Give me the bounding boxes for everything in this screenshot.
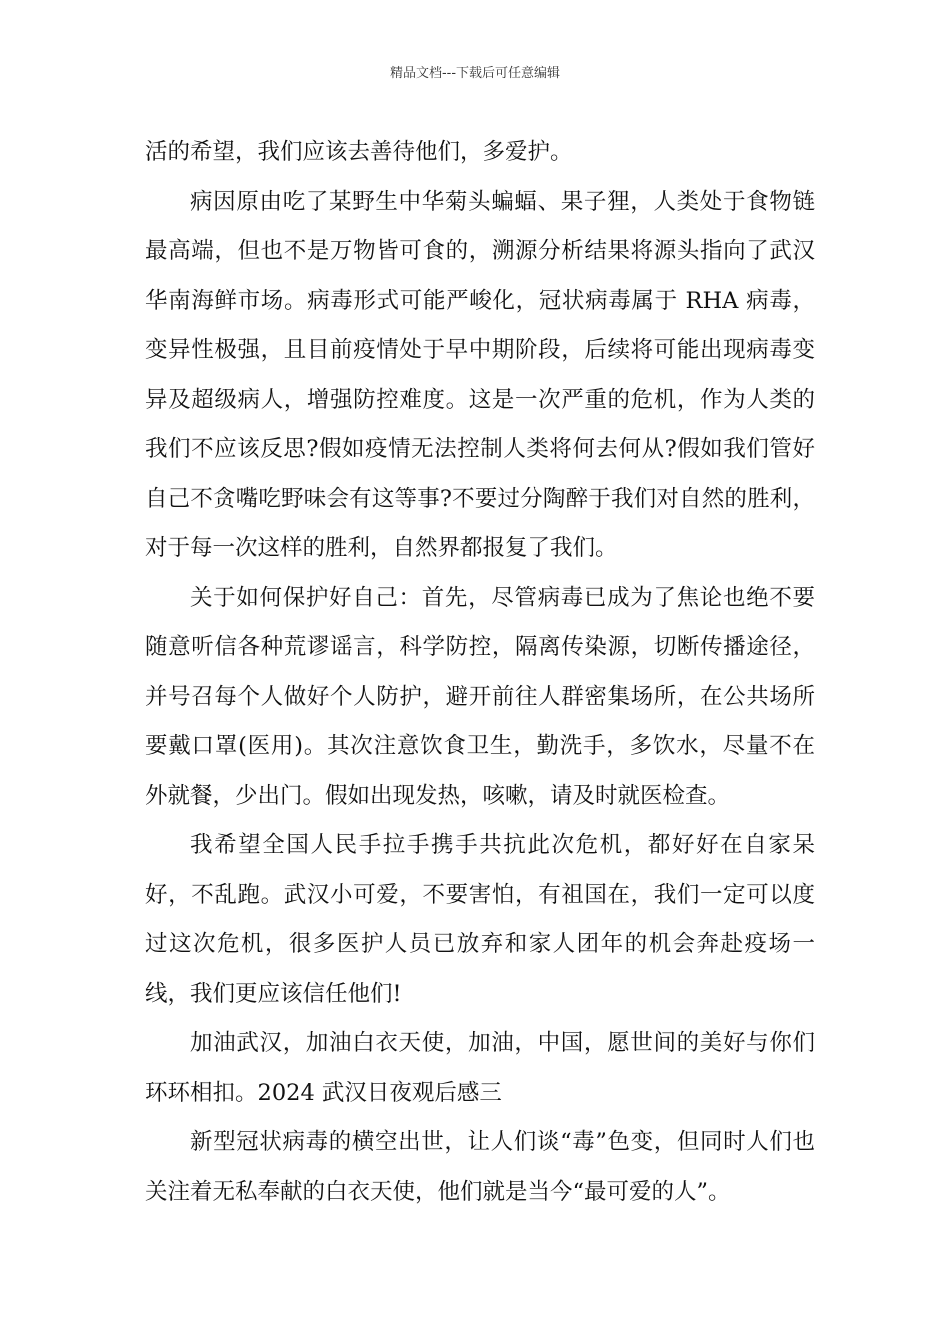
paragraph-protection: 关于如何保护好自己：首先，尽管病毒已成为了焦论也绝不要随意听信各种荒谬谣言，科学防控，隔离传染源，切断传播途径，并号召每个人做好个人防护，避开前往人群密集场所，在公共场所要戴口罩(医用)。其次注意饮食卫生，勤洗手，多饮水，尽量不在外就餐，少出门。假如出现发热，咳嗽，请及时就医检查。 bbox=[145, 584, 815, 809]
paragraph-hope: 我希望全国人民手拉手携手共抗此次危机，都好好在自家呆好，不乱跑。武汉小可爱，不要害怕，有祖国在，我们一定可以度过这次危机，很多医护人员已放弃和家人团年的机会奔赴疫场一线，我们更应该信任他们! bbox=[145, 832, 815, 1007]
paragraph-new-section: 新型冠状病毒的横空出世，让人们谈“毒”色变，但同时人们也关注着无私奉献的白衣天使，他们就是当今“最可爱的人”。 bbox=[145, 1129, 815, 1205]
paragraph-continuation: 活的希望，我们应该去善待他们，多爱护。 bbox=[145, 139, 573, 165]
paragraph-cheer: 加油武汉，加油白衣天使，加油，中国，愿世间的美好与你们环环相扣。2024 武汉日夜观后感三 bbox=[145, 1030, 815, 1106]
page-header: 精品文档---下载后可任意编辑 bbox=[389, 66, 561, 81]
paragraph-cause: 病因原由吃了某野生中华菊头蝙蝠、果子狸，人类处于食物链最高端，但也不是万物皆可食的，溯源分析结果将源头指向了武汉华南海鲜市场。病毒形式可能严峻化，冠状病毒属于 RHA 病毒，变异性极强，且目前疫情处于早中期阶段，后续将可能出现病毒变异及超级病人，增强防控难度。这是一次严重的危机，作为人类的我们不应该反思?假如疫情无法控制人类将何去何从?假如我们管好自己不贪嘴吃野味会有这等事?不要过分陶醉于我们对自然的胜利，对于每一次这样的胜利，自然界都报复了我们。 bbox=[145, 188, 815, 561]
document-body bbox=[145, 128, 815, 1217]
